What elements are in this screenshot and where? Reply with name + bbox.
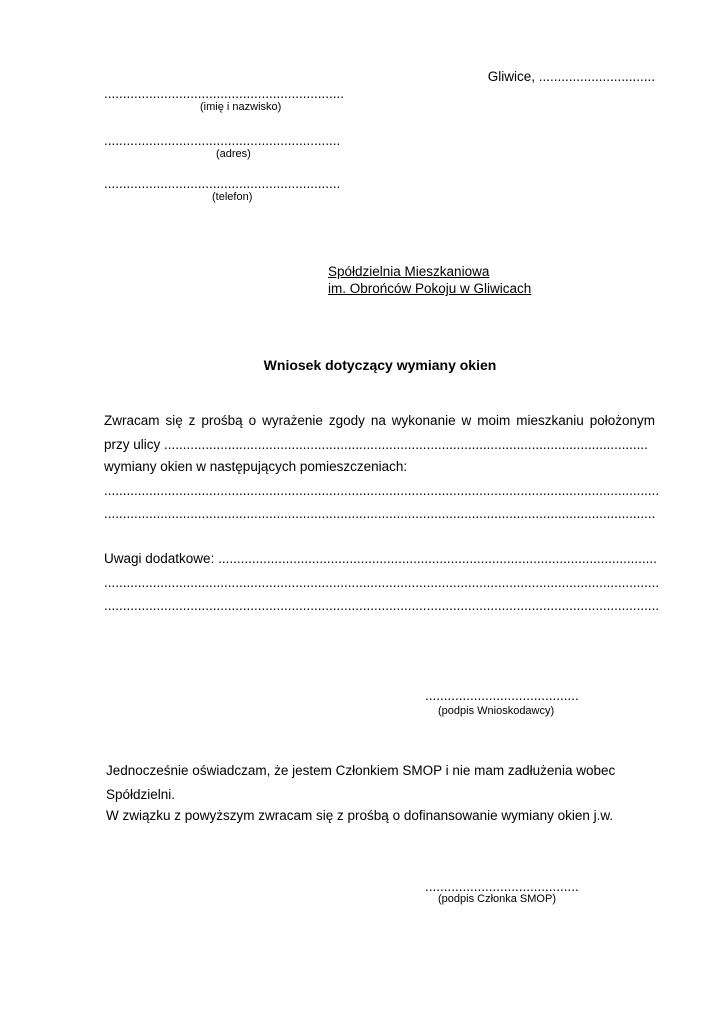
remarks-line-2: ....................................................................................................................................................	[104, 575, 660, 590]
body-line-3: wymiany okien w następujących pomieszczeniach:	[104, 459, 408, 474]
body-line-4: ....................................................................................................................................................	[104, 483, 660, 498]
phone-caption: (telefon)	[212, 191, 253, 203]
signature-applicant-caption: (podpis Wnioskodawcy)	[438, 705, 555, 717]
remarks-line-3: ....................................................................................................................................................	[104, 598, 660, 613]
body-line-2: przy ulicy .................................................................................................................................	[104, 437, 648, 452]
recipient-line-1: Spółdzielnia Mieszkaniowa	[328, 264, 490, 279]
address-line: ...............................................................	[104, 133, 341, 148]
document-title: Wniosek dotyczący wymiany okien	[263, 357, 497, 373]
body-line-1: Zwracam się z prośbą o wyrażenie zgody na wykonanie w moim mieszkaniu położonym	[104, 413, 655, 428]
declaration-line-3: W związku z powyższym zwracam się z prośbą o dofinansowanie wymiany okien j.w.	[106, 808, 614, 823]
phone-line: ...............................................................	[104, 176, 341, 191]
signature-member-caption: (podpis Członka SMOP)	[438, 893, 556, 905]
signature-applicant-line: .........................................	[425, 688, 579, 703]
name-caption: (imię i nazwisko)	[200, 101, 282, 113]
signature-member-line: .........................................	[425, 879, 579, 894]
declaration-line-2: Spółdzielni.	[106, 787, 176, 802]
place-date: Gliwice, ...............................	[487, 69, 655, 84]
remarks-line-1: Uwagi dodatkowe: .....................................................................................................................	[104, 551, 657, 566]
name-line: ................................................................	[104, 86, 345, 101]
declaration-line-1: Jednocześnie oświadczam, że jestem Członkiem SMOP i nie mam zadłużenia wobec	[106, 763, 616, 778]
address-caption: (adres)	[216, 148, 251, 160]
body-line-5: ...................................................................................................................................................	[104, 506, 656, 521]
recipient-line-2: im. Obrońców Pokoju w Gliwicach	[328, 281, 532, 296]
